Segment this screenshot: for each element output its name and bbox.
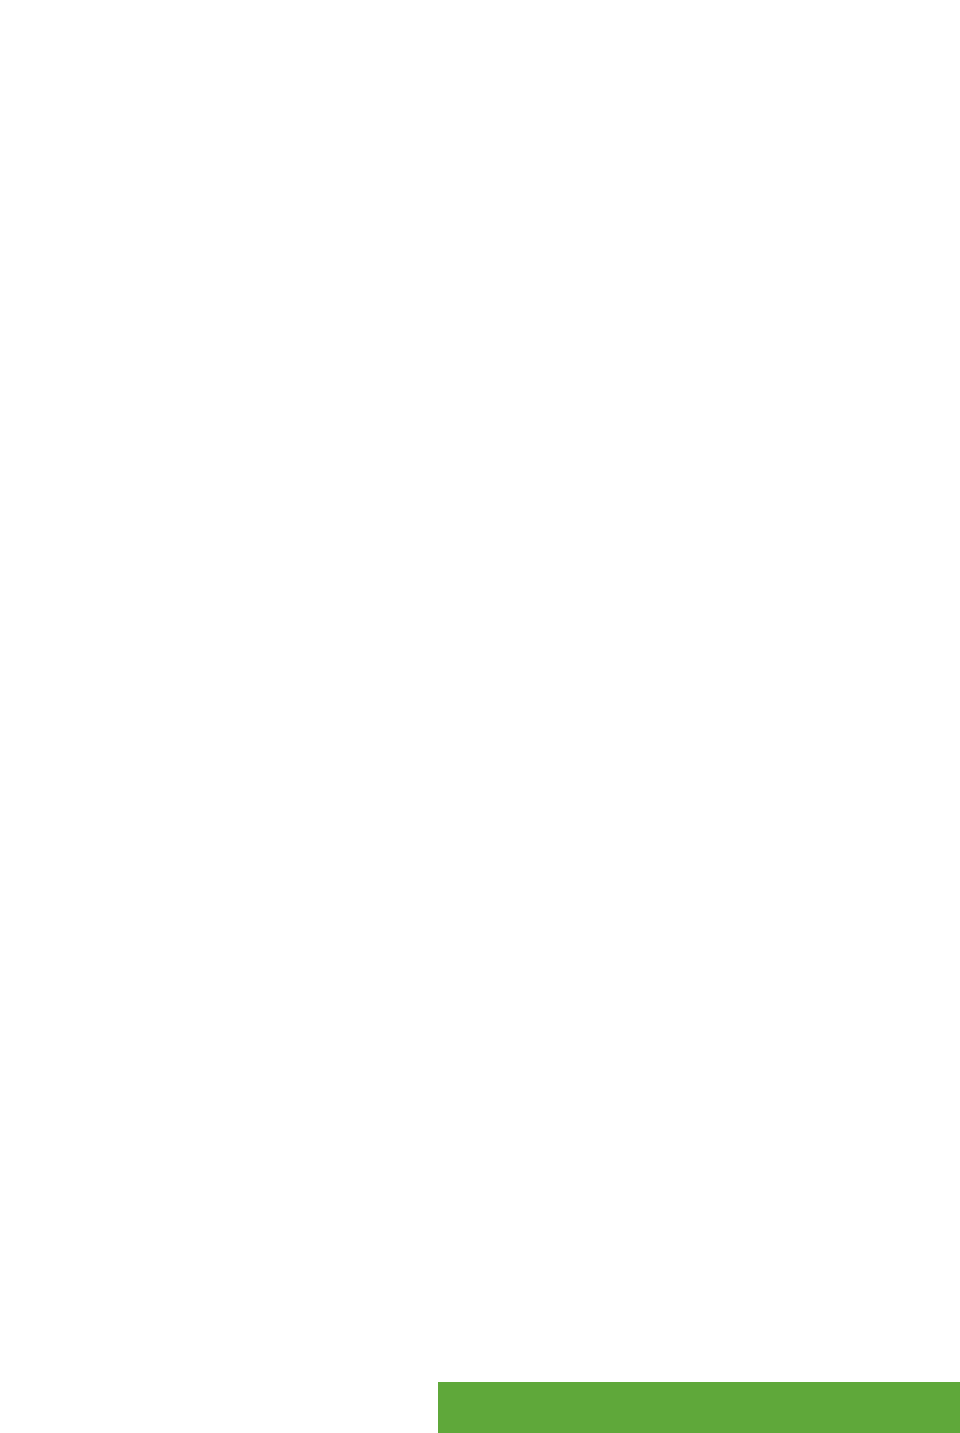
- contact-phone-line: [448, 1386, 950, 1404]
- document-code: [5, 1352, 125, 1368]
- page-number: [810, 1350, 822, 1370]
- paragraph: [5, 340, 388, 400]
- paragraph: [438, 204, 823, 264]
- paragraph: [438, 544, 823, 604]
- paragraph: [438, 992, 823, 1052]
- website-link[interactable]: [448, 1415, 950, 1433]
- paragraph: [5, 1088, 388, 1148]
- paragraph: [438, 408, 823, 468]
- paragraph: [5, 204, 388, 264]
- contact-banner: [438, 1382, 960, 1433]
- paragraph: [5, 884, 388, 944]
- paragraph: [438, 68, 823, 128]
- paragraph: [438, 680, 823, 740]
- paragraph: [438, 748, 823, 808]
- paragraph: [5, 1020, 388, 1080]
- paragraph: [5, 952, 388, 1012]
- paragraph: [5, 544, 388, 604]
- paragraph: [438, 476, 823, 536]
- paragraph: [5, 612, 388, 672]
- paragraph: [438, 924, 823, 984]
- paragraph: [438, 340, 823, 400]
- paragraph: [5, 68, 388, 128]
- paragraph: [5, 748, 388, 808]
- right-text-column: [438, 0, 823, 1360]
- paragraph: [5, 0, 388, 60]
- paragraph: [5, 680, 388, 740]
- paragraph: [5, 136, 388, 196]
- paragraph: [438, 816, 823, 876]
- paragraph: [438, 272, 823, 332]
- paragraph: [5, 476, 388, 536]
- paragraph: [438, 136, 823, 196]
- paragraph: [5, 816, 388, 876]
- paragraph: [5, 272, 388, 332]
- paragraph: [5, 408, 388, 468]
- section-number: [438, 896, 823, 916]
- paragraph: [438, 0, 823, 60]
- contact-footnote: [448, 1404, 950, 1415]
- paragraph: [438, 612, 823, 672]
- left-text-column: [5, 0, 388, 1360]
